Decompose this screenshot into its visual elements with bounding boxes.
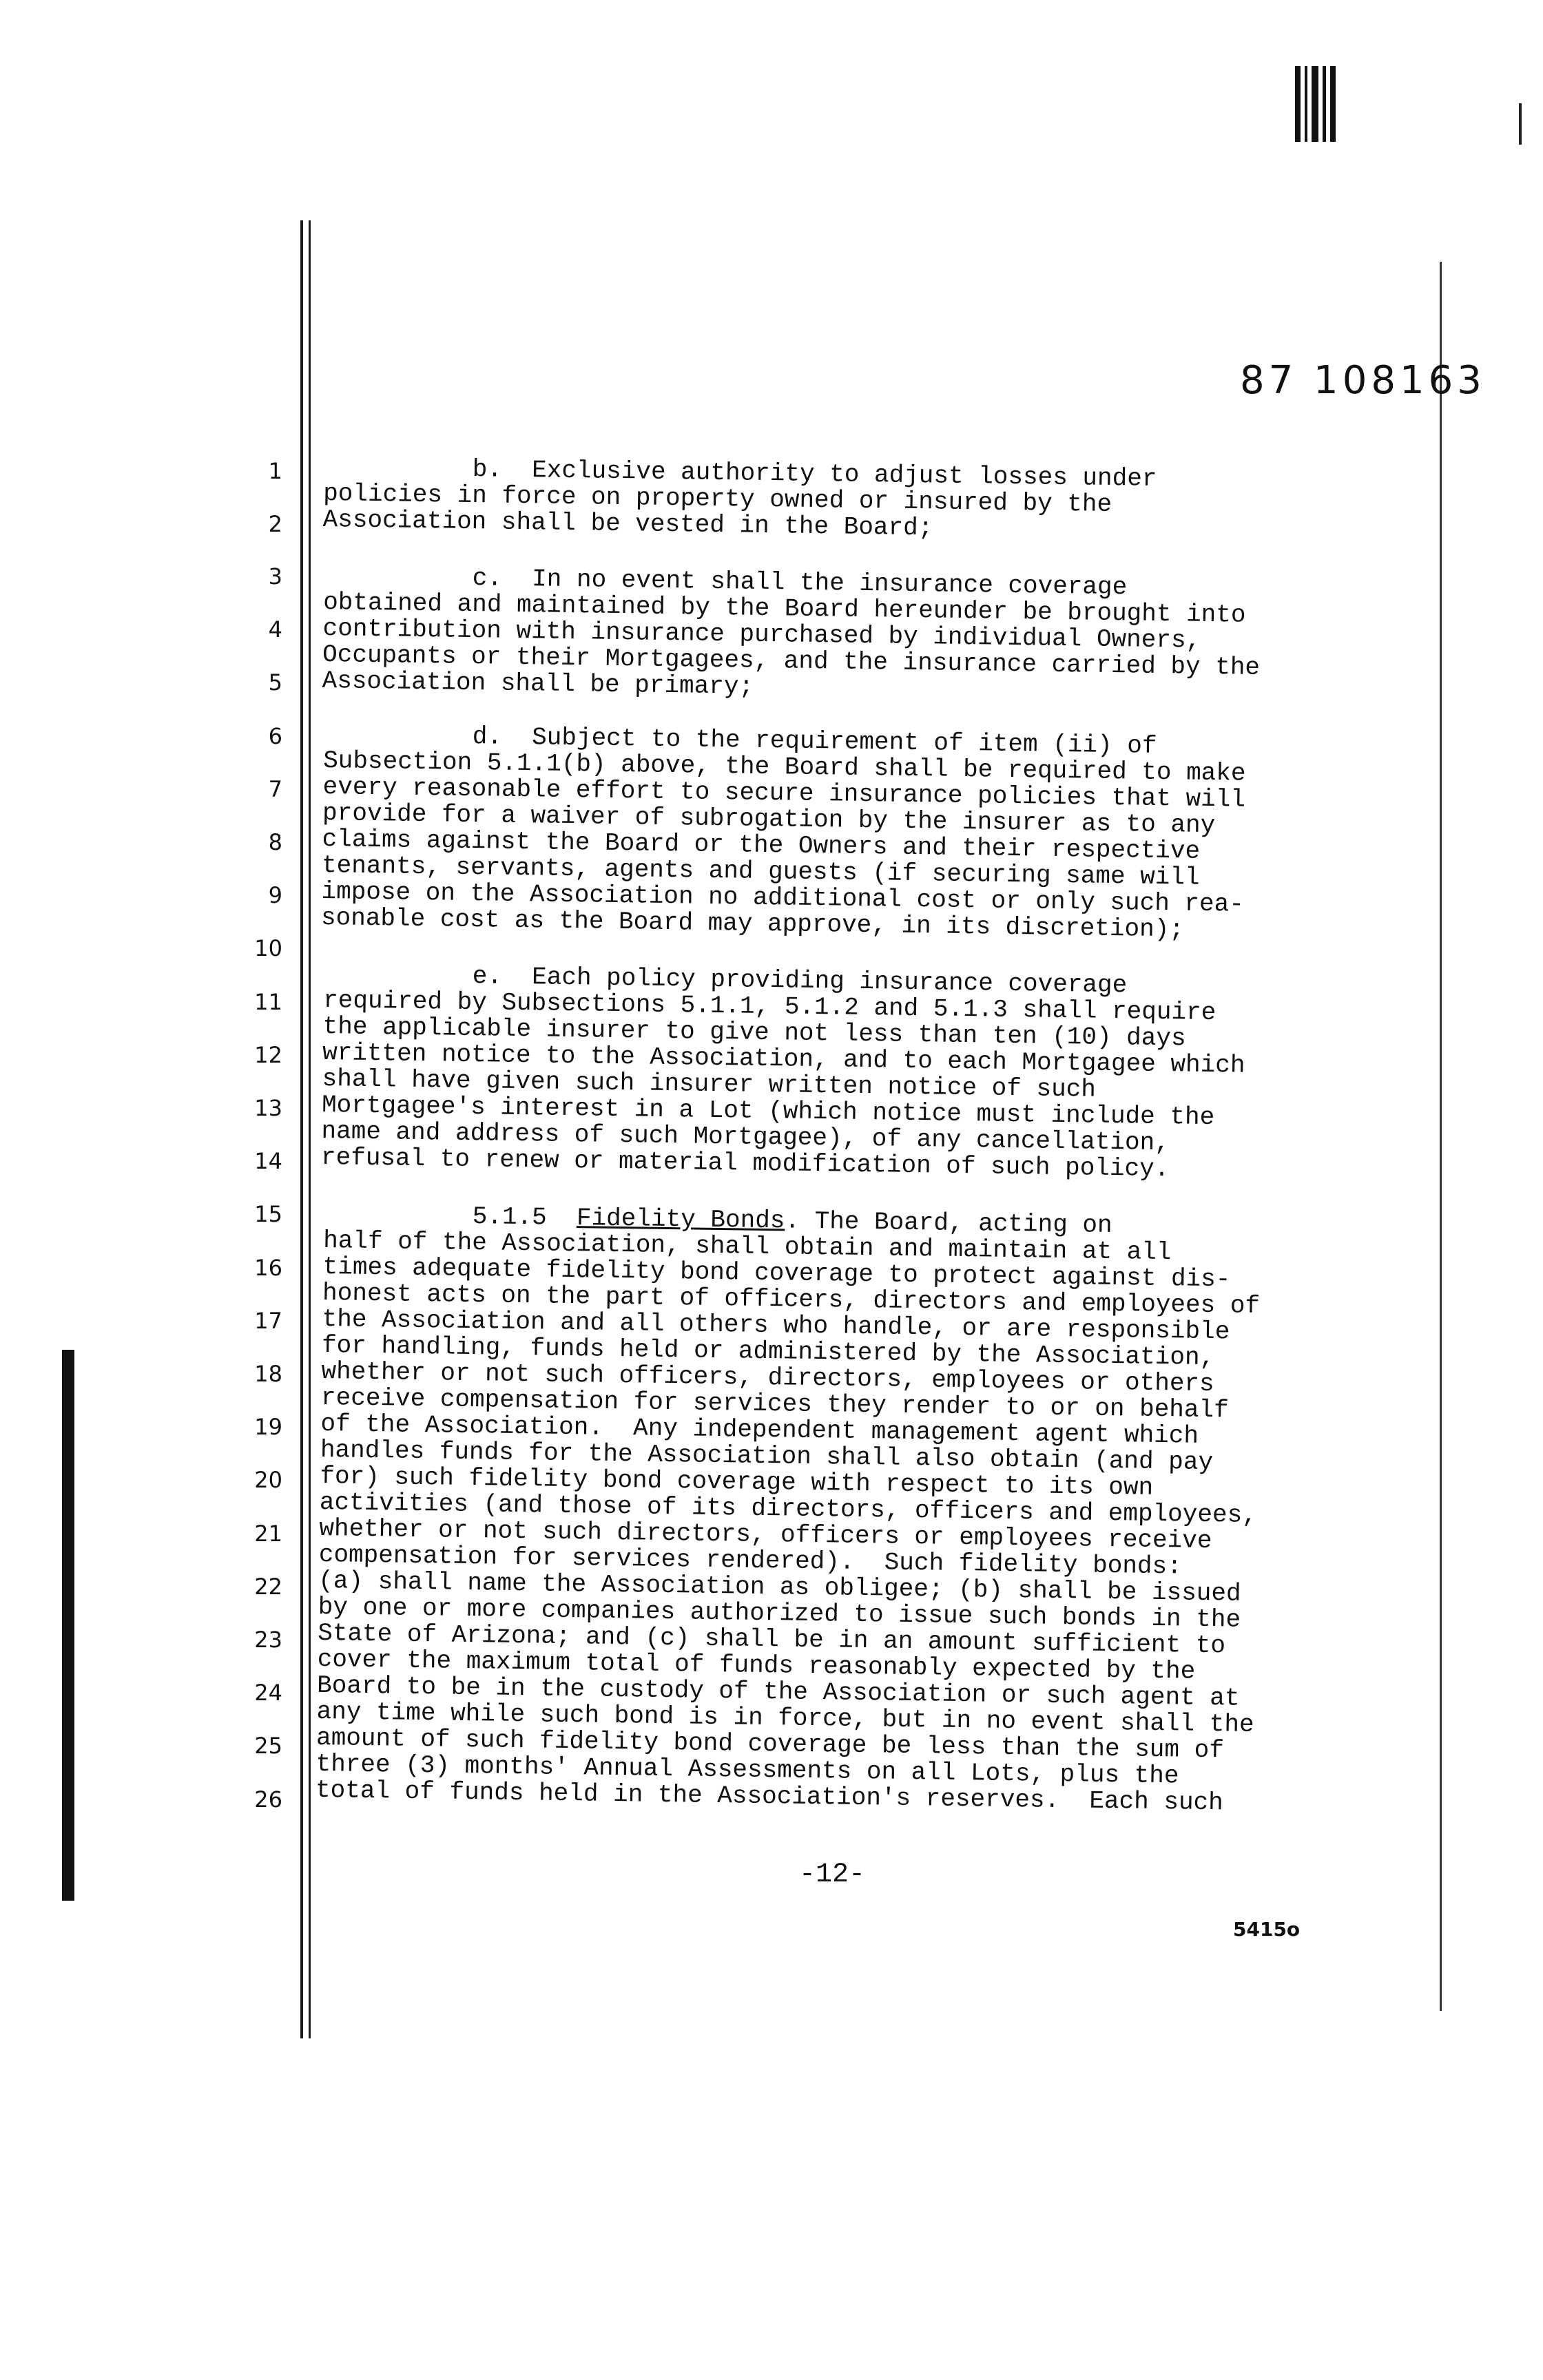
line-number: 18 xyxy=(254,1361,282,1387)
line-number: 14 xyxy=(254,1148,282,1174)
paragraph-b: b. Exclusive authority to adjust losses under policies in force on property owned or insured by the Association shall be vested in the Board; xyxy=(322,453,1157,543)
section-body: . The Board, acting on half of the Association, shall obtain and maintain at all times adequate fidelity bond coverage to protect against dis- honest acts on the part of officers, directors and employees of the Association and all others who handle, or are responsible for handling, funds held or administered by the Association, whether or not such officers, directors, employees or others receive compensation for services they render to or on behalf of the Association. Any independent management agent which handles funds for the Association shall also obtain (and pay for) such fidelity bond coverage with respect to its own activities (and those of its directors, officers and employees, whether or not such directors, officers or employees receive compensation for services rendered). Such fidelity bonds: (a) shall name the Association as obligee; (b) shall be issued by one or more companies authorized to issue such bonds in the State of Arizona; and (c) shall be in an amount sufficient to cover the maximum total of funds reasonably expected by the Board to be in the custody of the Association or such agent at any time while such bond is in force, but in no event shall the amount of such fidelity bond coverage be less than the sum of three (3) months' Annual Assessments on all Lots, plus the total of funds held in the Association's reserves. Each such xyxy=(315,1207,1261,1817)
line-number: 7 xyxy=(268,776,282,802)
section-number: 5.1.5 xyxy=(323,1200,577,1233)
margin-rule-left xyxy=(300,220,303,2038)
line-number: 20 xyxy=(254,1467,282,1493)
line-number: 21 xyxy=(254,1521,282,1547)
line-number: 12 xyxy=(254,1042,282,1068)
margin-rule-right xyxy=(1440,262,1442,2011)
page-number: -12- xyxy=(799,1859,866,1890)
line-number: 4 xyxy=(268,616,282,643)
section-heading: Fidelity Bonds xyxy=(576,1204,785,1235)
line-number: 2 xyxy=(268,511,282,537)
margin-rule-left-inner xyxy=(309,220,311,2038)
line-number: 25 xyxy=(254,1733,282,1759)
paragraph-c: c. In no event shall the insurance coverage obtained and maintained by the Board hereunder be brought into contribution with insurance purchased by individual Owners, Occupants or their Mortgagees, and the insurance carried by the Association shall be primary; xyxy=(322,562,1261,701)
line-number: 3 xyxy=(268,563,282,589)
line-number: 9 xyxy=(268,882,282,908)
line-number: 1 xyxy=(268,458,282,484)
line-number: 10 xyxy=(254,935,282,961)
scan-edge-artifact xyxy=(62,1350,74,1901)
line-number: 15 xyxy=(254,1201,282,1227)
scan-mark xyxy=(1519,103,1522,145)
line-number: 16 xyxy=(254,1255,282,1281)
section-fidelity-bonds xyxy=(315,1202,1357,1818)
footer-code: 5415o xyxy=(1233,1918,1301,1941)
line-number: 6 xyxy=(268,723,282,749)
line-number: 24 xyxy=(254,1680,282,1706)
line-number: 26 xyxy=(254,1786,282,1813)
barcode-mark xyxy=(1295,66,1336,142)
line-number: 11 xyxy=(254,989,282,1015)
paragraph-e: e. Each policy providing insurance coverage required by Subsections 5.1.1, 5.1.2 and 5.1.3 shall require the applicable insurer to give not less than ten (10) days written notice to the Association, and to each Mortgagee which shall have given such insurer written notice of such Mortgagee's interest in a Lot (which notice must include the name and address of such Mortgagee), of any cancellation, refusal to renew or material modification of such policy. xyxy=(320,960,1245,1184)
line-number: 19 xyxy=(254,1414,282,1440)
line-number: 23 xyxy=(254,1627,282,1653)
line-number: 5 xyxy=(268,669,282,696)
document-number: 87 108163 xyxy=(1240,358,1486,403)
line-number: 13 xyxy=(254,1095,282,1121)
line-number: 8 xyxy=(268,829,282,855)
paragraph-d: d. Subject to the requirement of item (ii) of Subsection 5.1.1(b) above, the Board shall be required to make every reasonable effort to secure insurance policies that will provide for a waiver of subrogation by the insurer as to any claims against the Board or the Owners and their respective tenants, servants, agents and guests (if securing same will impose on the Association no additional cost or only such rea- sonable cost as the Board may approve, in its discretion); xyxy=(320,720,1246,944)
line-number: 17 xyxy=(254,1308,282,1334)
line-number: 22 xyxy=(254,1574,282,1600)
